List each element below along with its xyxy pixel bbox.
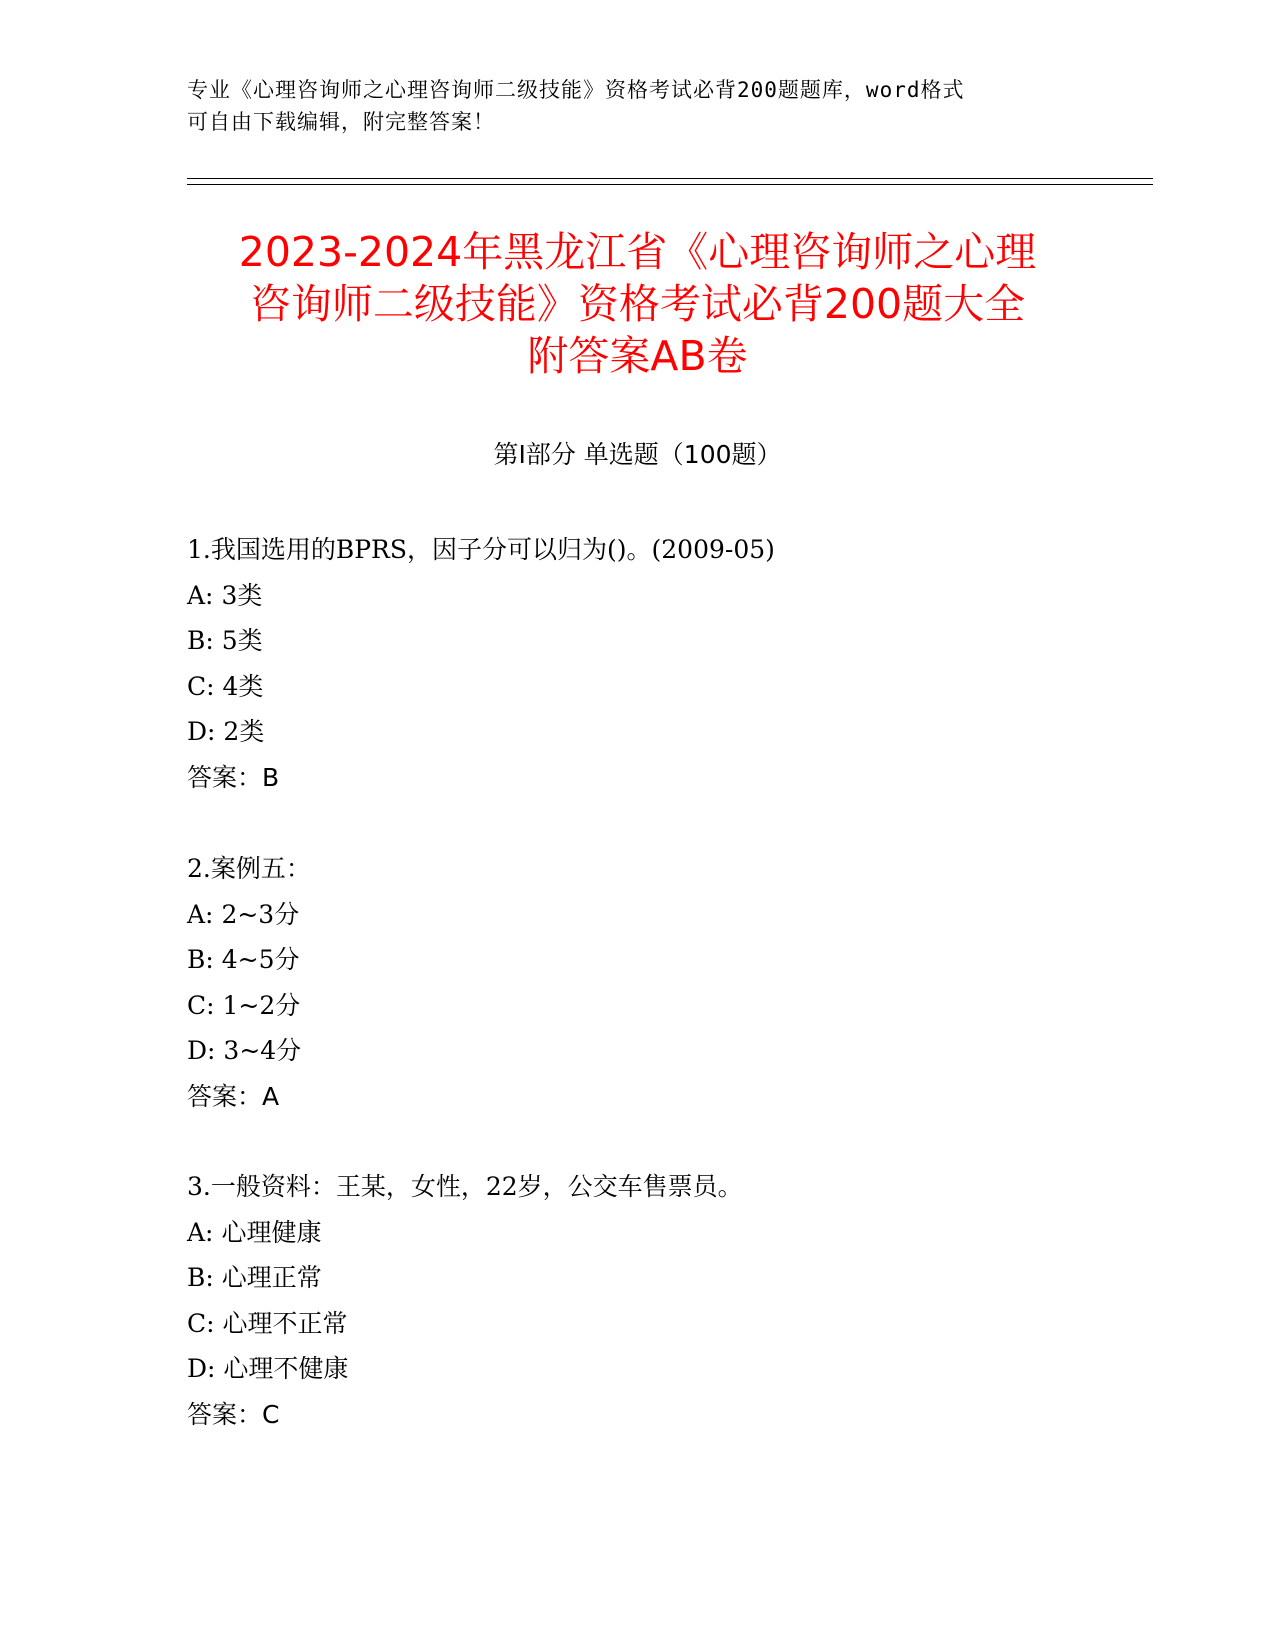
title-line-1: 2023-2024年黑龙江省《心理咨询师之心理: [238, 228, 1037, 276]
option-text: 心理健康: [221, 1217, 322, 1247]
header-divider-top: [187, 178, 1153, 179]
option-text: 1~2分: [222, 990, 301, 1020]
option-text: 2类: [223, 717, 265, 746]
question-2: [187, 846, 1187, 1119]
option-a: [187, 892, 1187, 938]
option-key: C:: [187, 671, 215, 701]
section-heading: 第Ⅰ部分 单选题（100题）: [493, 440, 782, 469]
answer-line: 答案：A: [187, 1081, 280, 1111]
question-1: [187, 527, 1187, 800]
option-key: C:: [187, 990, 215, 1020]
option-key: A:: [187, 1217, 214, 1247]
option-text: 2~3分: [221, 899, 300, 929]
option-key: B:: [187, 626, 214, 655]
option-text: 心理不健康: [223, 1354, 349, 1383]
title-line-3: 附答案AB卷: [527, 332, 748, 380]
option-c: [187, 664, 1187, 710]
question-stem: 3.一般资料：王某，女性，22岁，公交车售票员。: [187, 1172, 743, 1201]
question-3: [187, 1164, 1187, 1437]
option-key: A:: [187, 899, 214, 929]
option-d: [187, 1346, 1187, 1392]
option-text: 4~5分: [221, 945, 300, 974]
option-b: [187, 618, 1187, 664]
option-key: B:: [187, 945, 214, 974]
option-key: C:: [187, 1308, 215, 1338]
option-a: [187, 1210, 1187, 1256]
option-a: [187, 573, 1187, 619]
header-divider-bottom: [187, 184, 1153, 185]
answer-line: 答案：C: [187, 1399, 280, 1429]
option-c: [187, 1301, 1187, 1347]
option-key: B:: [187, 1263, 214, 1292]
document-title: [160, 226, 1115, 382]
option-key: D:: [187, 1354, 216, 1383]
header-note: [187, 74, 1067, 138]
option-b: [187, 937, 1187, 983]
option-d: [187, 1028, 1187, 1074]
question-stem: 1.我国选用的BPRS，因子分可以归为()。(2009-05): [187, 535, 775, 564]
option-key: D:: [187, 717, 216, 746]
answer-line: 答案：B: [187, 762, 280, 792]
option-text: 4类: [222, 671, 264, 701]
option-key: D:: [187, 1036, 216, 1065]
header-note-line-1: 专业《心理咨询师之心理咨询师二级技能》资格考试必背200题题库，word格式: [187, 78, 965, 102]
option-text: 心理正常: [221, 1263, 322, 1292]
option-key: A:: [187, 580, 214, 610]
option-text: 心理不正常: [222, 1308, 348, 1338]
option-text: 3~4分: [223, 1036, 302, 1065]
question-stem: 2.案例五：: [187, 854, 311, 883]
option-b: [187, 1255, 1187, 1301]
option-text: 5类: [221, 626, 263, 655]
header-note-line-2: 可自由下载编辑，附完整答案！: [187, 110, 495, 134]
option-c: [187, 983, 1187, 1029]
option-d: [187, 709, 1187, 755]
title-line-2: 咨询师二级技能》资格考试必背200题大全: [249, 280, 1026, 328]
option-text: 3类: [221, 580, 263, 610]
